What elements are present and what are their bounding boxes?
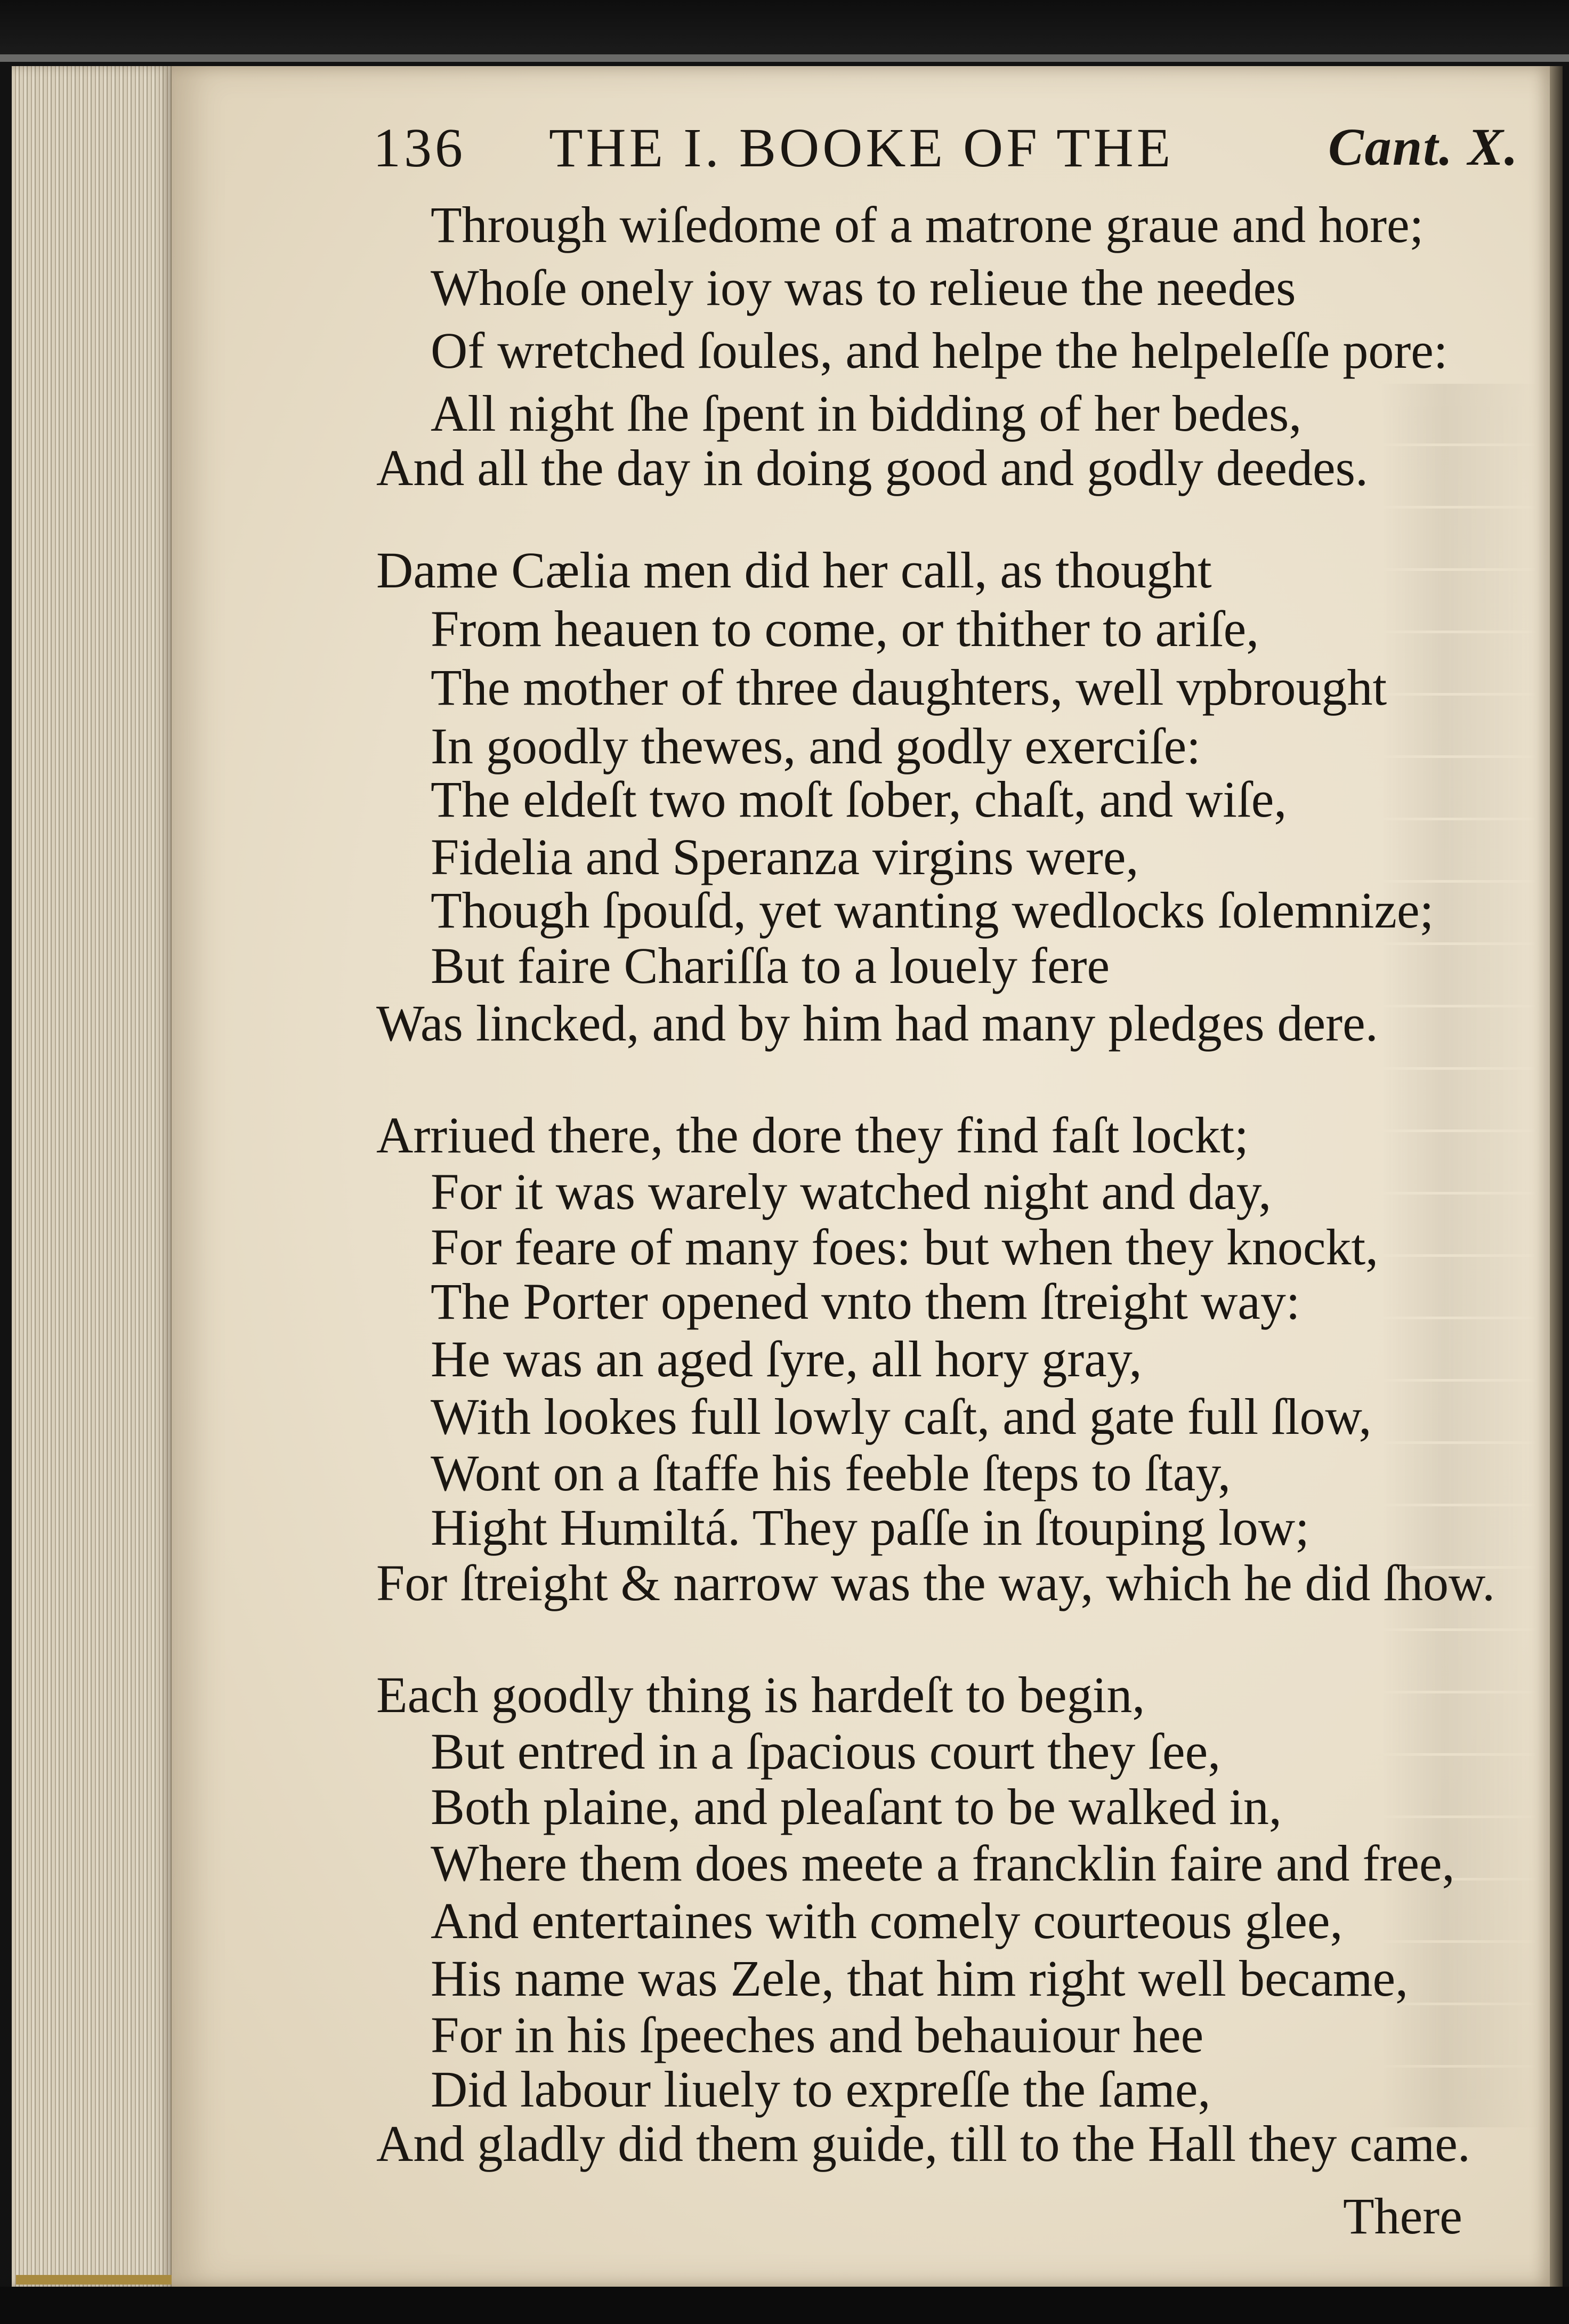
running-title: THE I. BOOKE OF THE	[549, 117, 1174, 179]
scan-background-bottom	[0, 2287, 1569, 2324]
verse-line: From heauen to come, or thither to ariſe,	[431, 600, 1259, 657]
verse-line: He was an aged ſyre, all hory gray,	[431, 1330, 1142, 1387]
verse-line: Dame Cælia men did her call, as thought	[376, 542, 1212, 599]
verse-line: For feare of many foes: but when they knockt,	[431, 1219, 1379, 1276]
scan-background-top	[0, 0, 1569, 58]
verse-line: Where them does meete a francklin faire and free,	[431, 1835, 1455, 1892]
verse-line: Both plaine, and pleaſant to be walked in,	[431, 1778, 1282, 1835]
page-number: 136	[373, 117, 466, 179]
verse-line: Each goodly thing is hardeſt to begin,	[376, 1666, 1145, 1723]
verse-line: Arriued there, the dore they find faſt lockt;	[376, 1107, 1249, 1164]
verse-line: Through wiſedome of a matrone graue and hore;	[431, 196, 1424, 253]
verse-line: Whoſe onely ioy was to relieue the needes	[431, 259, 1296, 316]
verse-line: Did labour liuely to expreſſe the ſame,	[431, 2061, 1211, 2118]
verse-line: Though ſpouſd, yet wanting wedlocks ſolemnize;	[431, 882, 1434, 939]
verse-line: With lookes full lowly caſt, and gate full ſlow,	[431, 1388, 1372, 1445]
verse-line: His name was Zele, that him right well became,	[431, 1950, 1409, 2007]
verse-line: But entred in a ſpacious court they ſee,	[431, 1723, 1221, 1780]
verse-line: And entertaines with comely courteous glee,	[431, 1892, 1343, 1949]
canto-label: Cant. X.	[1328, 117, 1519, 176]
verse-line: Hight Humiltá. They paſſe in ſtouping low;	[431, 1499, 1309, 1556]
book-cover-edge	[0, 54, 1569, 62]
verse-line: For ſtreight & narrow was the way, which he did ſhow.	[376, 1554, 1495, 1611]
page-edges	[12, 66, 172, 2287]
verse-line: Was lincked, and by him had many pledges dere.	[376, 995, 1378, 1052]
verse-line: For in his ſpeeches and behauiour hee	[431, 2006, 1204, 2063]
verse-line: But faire Chariſſa to a louely fere	[431, 937, 1110, 994]
verse-line: All night ſhe ſpent in bidding of her bedes,	[431, 385, 1302, 442]
verse-line: The eldeſt two moſt ſober, chaſt, and wiſe,	[431, 771, 1287, 828]
page-right-edge	[1550, 66, 1563, 2287]
verse-line: The Porter opened vnto them ſtreight way:	[431, 1273, 1300, 1330]
verse-line: The mother of three daughters, well vpbrought	[431, 659, 1387, 716]
catchword: There	[1343, 2188, 1462, 2245]
verse-line: And all the day in doing good and godly deedes.	[376, 439, 1368, 496]
verse-line: For it was warely watched night and day,	[431, 1163, 1272, 1220]
verse-line: Of wretched ſoules, and helpe the helpeleſſe pore:	[431, 322, 1448, 379]
verse-line: In goodly thewes, and godly exerciſe:	[431, 717, 1201, 774]
verse-line: Fidelia and Speranza virgins were,	[431, 828, 1139, 885]
verse-line: And gladly did them guide, till to the Hall they came.	[376, 2115, 1470, 2172]
gilt-edge	[16, 2275, 176, 2285]
verse-line: Wont on a ſtaffe his feeble ſteps to ſtay,	[431, 1445, 1231, 1502]
